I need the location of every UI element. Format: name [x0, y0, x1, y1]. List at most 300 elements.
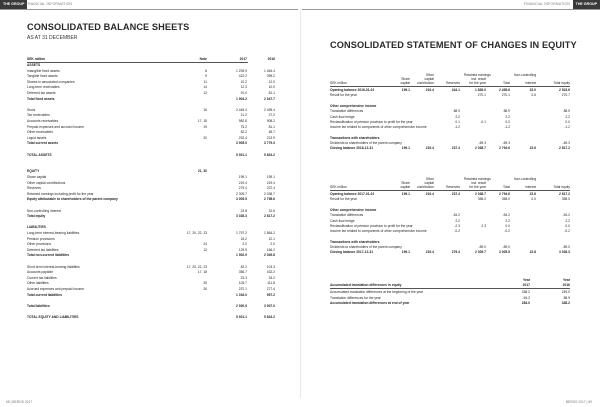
row-value-2016: 27.2: [268, 113, 275, 118]
changes-row: [330, 208, 580, 212]
row-value-2016: 277.4: [266, 287, 275, 291]
balance-row: [27, 102, 277, 106]
row-value: -54.2: [452, 213, 460, 218]
balance-row: [27, 181, 277, 185]
changes-row: [330, 192, 580, 196]
changes-row: [330, 130, 580, 134]
row-value-2016: 48.7: [268, 130, 275, 135]
balance-row: [27, 113, 277, 117]
row-value: 2 309.7: [475, 250, 486, 255]
row-value-2017: 52.2: [240, 130, 247, 135]
row-value: 358.0: [561, 197, 570, 202]
row-value-2017: 1 902.9: [236, 253, 247, 258]
row-value: 3 005.5: [499, 250, 510, 255]
row-label: Closing balance 2017-12-31: [330, 250, 374, 255]
row-value: -2.3: [454, 223, 460, 228]
row-label: Non-controlling interest: [27, 208, 61, 213]
changes-row: [330, 141, 580, 145]
row-label: Reclassification of pension provision to profit for the year: [330, 119, 413, 124]
changes-row: [330, 203, 580, 207]
right-page: [300, 0, 600, 407]
col-note: Note: [199, 57, 207, 61]
row-label: Accounts receivables: [27, 119, 59, 123]
row-value: 2.3: [481, 223, 486, 228]
row-value-2016: 103.3: [266, 264, 275, 269]
row-value-2016: 237.4: [266, 186, 275, 191]
row-label: Transactions with shareholders: [330, 239, 380, 244]
row-note: 14: [203, 85, 207, 90]
balance-row: [27, 214, 277, 218]
row-label: Cash flow hedge: [330, 114, 355, 119]
row-note: 17, 20, 22, 23: [186, 231, 207, 235]
row-label: Result for the year: [330, 197, 357, 202]
changes-col-header: for the year: [469, 81, 486, 85]
row-value: 279.4: [451, 250, 460, 255]
row-value: 0.0: [565, 119, 570, 124]
row-value-2017: 2 445.4: [236, 107, 247, 112]
balance-row: [27, 130, 277, 134]
row-value-2016: 2 038.7: [264, 191, 275, 196]
row-value: -1.2: [564, 125, 570, 130]
row-label: Other liabilities: [27, 281, 49, 286]
row-value: 2 817.2: [559, 146, 570, 151]
row-value-2017: 1 904.2: [236, 96, 247, 101]
row-value-2017: 279.4: [238, 186, 247, 191]
row-label: Accounts payable: [27, 270, 54, 275]
row-value: 2 038.7: [475, 192, 486, 196]
balance-row: [27, 281, 277, 285]
balance-row: [27, 147, 277, 151]
balance-row: [27, 248, 277, 252]
row-value: 2.2: [505, 114, 510, 119]
row-value: -0.1: [480, 119, 486, 124]
balance-row: [27, 225, 277, 229]
balance-row: [27, 85, 277, 89]
row-value-2017: 10.2: [240, 79, 247, 84]
row-value: -1.2: [454, 125, 460, 130]
row-value-2016: 2 047.7: [264, 96, 275, 101]
changes-row: [330, 136, 580, 140]
row-value-2017: 91.0: [240, 91, 247, 95]
accumulated-row: [330, 296, 580, 300]
row-note: 9: [205, 74, 207, 79]
changes-row: [330, 219, 580, 223]
row-label: EQUITY: [27, 169, 40, 174]
row-value-2016: 338.2: [561, 301, 570, 306]
row-value-2016: 213.9: [266, 135, 275, 140]
row-value-2016: 1 464.4: [264, 68, 275, 73]
row-value-2016: 166.2: [266, 247, 275, 252]
row-label: Total fixed assets: [27, 96, 55, 101]
row-value-2016: 908.2: [266, 119, 275, 123]
row-value: 22.8: [529, 250, 536, 255]
row-value-2017: 12.3: [240, 85, 247, 90]
row-value: -69.3: [502, 141, 510, 145]
balance-row: [27, 298, 277, 302]
row-label: Income tax related to components of other comprehensive income: [330, 229, 427, 234]
row-value-2016: 81.1: [268, 124, 275, 129]
row-value-2017: 338.2: [521, 290, 530, 294]
row-value-2017: 284.0: [521, 301, 530, 306]
row-value: 2 038.7: [475, 146, 486, 151]
row-value: 199.1: [401, 146, 410, 151]
row-value-2017: -54.2: [522, 295, 530, 300]
balance-row: [27, 192, 277, 196]
row-label: ASSETS: [27, 63, 41, 67]
balance-row: [27, 259, 277, 263]
col-2017: 2017: [239, 57, 247, 61]
changes-row: [330, 213, 580, 217]
acc-year-label-2: Year: [563, 278, 570, 282]
row-value-2017: 982.8: [238, 119, 247, 123]
row-label: Total liabilities: [27, 303, 50, 308]
balance-row: [27, 108, 277, 112]
balance-row: [27, 287, 277, 291]
row-value-2017: 21.2: [240, 113, 247, 118]
row-value-2017: 23.3: [240, 275, 247, 280]
row-value: 0.0: [505, 223, 510, 228]
changes-col-header: Total equity: [553, 185, 570, 189]
row-value: 0.0: [531, 197, 536, 202]
row-note: 24: [203, 242, 207, 247]
row-value: 358.0: [477, 197, 486, 202]
changes-col-header: Reserves: [446, 81, 460, 85]
row-value-2016: 111.8: [267, 281, 275, 286]
changes-col-header: Other: [425, 177, 434, 181]
changes-col-header: Other: [425, 73, 434, 77]
changes-row: [330, 250, 580, 254]
row-value: 237.4: [451, 192, 460, 196]
row-note: 17, 18: [197, 270, 207, 275]
row-value-2017: 5 921.1: [236, 152, 247, 157]
row-value: 22.6: [529, 192, 536, 196]
changes-row: [330, 93, 580, 97]
row-value: -89.0: [562, 245, 570, 249]
balance-row: [27, 69, 277, 73]
balance-row: [27, 253, 277, 257]
row-label: Tax receivables: [27, 113, 50, 118]
changes-row: [330, 88, 580, 92]
section-label-left: FINANCIAL INFORMATION: [26, 2, 73, 6]
row-value-2016: 3 779.3: [264, 141, 275, 146]
row-label: Cash flow hedge: [330, 218, 355, 223]
balance-row: [27, 197, 277, 201]
row-value: -89.0: [478, 245, 486, 249]
row-value: 3 028.3: [559, 250, 570, 255]
balance-row: [27, 141, 277, 145]
row-value-2017: 3 028.3: [236, 214, 247, 219]
changes-row: [330, 197, 580, 201]
changes-col-header: Total: [503, 81, 510, 85]
row-value-2016: 12.0: [268, 79, 275, 84]
changes-row: [330, 146, 580, 150]
row-label: Translation differences for the year: [330, 295, 381, 300]
row-label: Pension provisions: [27, 236, 55, 241]
row-value: 219.4: [425, 88, 434, 92]
row-value: 199.1: [401, 250, 410, 255]
section-tag-left: THE GROUP: [0, 0, 27, 9]
row-label: Other provisions: [27, 242, 52, 247]
changes-row: [330, 229, 580, 233]
row-label: Total non-current liabilities: [27, 253, 70, 258]
row-value: 219.4: [425, 192, 434, 196]
row-value-2016: 2 798.6: [264, 197, 275, 202]
accumulated-row: [330, 301, 580, 305]
balance-row: [27, 175, 277, 179]
row-label: Closing balance 2016-12-31: [330, 146, 374, 151]
row-value: 88.9: [563, 109, 570, 114]
row-value-2017: 75.2: [240, 124, 247, 129]
row-value-2016: 432.2: [266, 270, 275, 275]
row-value: 2.2: [455, 218, 460, 223]
row-label: Long-term receivables: [27, 85, 60, 90]
balance-row: [27, 186, 277, 190]
row-value-2017: 3 005.5: [236, 197, 247, 202]
changes-row: [330, 104, 580, 108]
changes-row: [330, 115, 580, 119]
changes-row: [330, 99, 580, 103]
changes-row: [330, 125, 580, 129]
changes-col-header: capital: [424, 77, 434, 81]
row-note: 11: [203, 79, 207, 84]
changes-row: [330, 224, 580, 228]
row-value: 0.6: [531, 93, 536, 98]
changes-header-rule-1: [330, 86, 570, 87]
balance-row: [27, 164, 277, 168]
changes-col-header: Retained earnings: [464, 177, 491, 181]
changes-title: CONSOLIDATED STATEMENT OF CHANGES IN EQUITY: [330, 40, 577, 50]
accumulated-row: [330, 290, 580, 294]
row-label: Accumulated translation differences at end of year: [330, 301, 410, 306]
balance-row: [27, 63, 277, 67]
changes-col-header: Total equity: [553, 81, 570, 85]
row-label: Transactions with shareholders: [330, 135, 380, 140]
changes-col-header: contribution: [416, 185, 434, 189]
row-label: Liquid assets: [27, 135, 47, 140]
balance-row: [27, 74, 277, 78]
balance-row: [27, 293, 277, 297]
changes-col-header: interest: [525, 185, 536, 189]
row-value-2017: 2.0: [242, 242, 247, 247]
row-value-2017: 103.7: [238, 281, 247, 286]
row-label: Opening balance 2016-01-01: [330, 88, 375, 92]
row-value: 358.0: [501, 197, 510, 202]
acc-year-label: Year: [523, 278, 530, 282]
row-value-2016: 199.1: [266, 175, 275, 179]
row-value: -54.2: [502, 213, 510, 218]
row-label: Shares in associated companies: [27, 79, 75, 84]
changes-row: [330, 245, 580, 249]
row-note: 12: [203, 247, 207, 252]
row-value: 237.4: [451, 146, 460, 151]
row-value-2017: 5 921.1: [236, 315, 247, 319]
row-label: Total current liabilities: [27, 292, 62, 297]
row-value: 22.0: [529, 88, 536, 92]
row-value-2017: 237.1: [238, 287, 247, 291]
acc-col-2017: 2017: [522, 282, 530, 287]
changes-col-header: contribution: [416, 81, 434, 85]
col-label: SEK million: [27, 57, 46, 61]
row-value-2016: 22.6: [268, 208, 275, 213]
row-value: 199.1: [401, 192, 410, 196]
row-label: Stock: [27, 107, 36, 112]
row-value-2017: 3 905.0: [236, 141, 247, 146]
row-label: Result for the year: [330, 93, 357, 98]
row-label: TOTAL EQUITY AND LIABILITIES: [27, 315, 79, 319]
row-value-2016: 219.4: [266, 180, 275, 185]
row-value-2017: 2 309.7: [236, 191, 247, 196]
row-value-2017: 22.8: [240, 208, 247, 213]
changes-row: [330, 240, 580, 244]
row-value-2017: 129.9: [238, 247, 247, 252]
row-value-2016: 249.0: [561, 290, 570, 294]
row-label: Income tax related to components of other comprehensive income: [330, 125, 427, 130]
row-note: 25: [203, 281, 207, 286]
row-value: 2 817.2: [559, 192, 570, 196]
row-label: Other capital contributions: [27, 180, 66, 185]
row-value-2017: 199.1: [238, 175, 247, 179]
row-value: 219.4: [425, 250, 434, 255]
balance-row: [27, 136, 277, 140]
row-value-2017: 232.4: [238, 135, 247, 140]
changes-row: [330, 120, 580, 124]
row-value-2016: 5 824.2: [264, 315, 275, 319]
changes-row: [330, 234, 580, 238]
row-value-2017: 2 920.9: [236, 303, 247, 308]
row-value: 244.1: [451, 88, 460, 92]
changes-header-rule-2: [330, 190, 570, 191]
row-label: Share capital: [27, 175, 47, 179]
row-value: 219.4: [425, 146, 434, 151]
changes-col-header: capital: [424, 181, 434, 185]
row-value-2016: 81.1: [268, 91, 275, 95]
row-label: Short-term interest-bearing liabilities: [27, 264, 80, 269]
row-label: Equity attributable to shareholders of the parent company: [27, 197, 118, 202]
col-2016: 2016: [267, 57, 275, 61]
row-value: -89.0: [502, 245, 510, 249]
row-note: 12: [203, 91, 207, 95]
row-label: Reclassification of pension provision to profit for the year: [330, 223, 413, 228]
row-value-2016: 2 495.4: [264, 107, 275, 112]
row-value-2016: 10.0: [268, 85, 275, 90]
row-label: Accrued expenses and prepaid income: [27, 287, 84, 291]
section-tag-right: THE GROUP: [573, 0, 600, 9]
row-value: 2 523.6: [559, 88, 570, 92]
row-value-2016: 2 817.2: [264, 214, 275, 219]
balance-row: [27, 169, 277, 173]
balance-row: [27, 125, 277, 129]
row-value: -0.2: [504, 229, 510, 234]
row-label: Long-term interest-bearing liabilities: [27, 231, 80, 235]
row-label: Total equity: [27, 214, 46, 219]
changes-col-header: Total: [503, 185, 510, 189]
row-label: LIABILITIES: [27, 225, 46, 230]
balance-row: [27, 270, 277, 274]
row-value-2017: 1 757.2: [236, 231, 247, 235]
row-value-2017: 1 293.9: [236, 68, 247, 73]
row-note: 17, 18: [197, 119, 207, 123]
balance-row: [27, 91, 277, 95]
row-value-2016: 5 824.2: [264, 152, 275, 157]
balance-row: [27, 220, 277, 224]
changes-col-label: SEK million: [330, 81, 347, 85]
changes-col-label: SEK million: [330, 185, 347, 189]
row-value-2017: 15.2: [240, 236, 247, 241]
row-label: Total current assets: [27, 141, 59, 146]
row-value: 0.0: [505, 119, 510, 124]
balance-row: [27, 231, 277, 235]
row-value: 2 495.6: [499, 88, 510, 92]
row-value: 2 794.6: [499, 146, 510, 151]
row-label: Tangible fixed assets: [27, 74, 58, 79]
changes-col-header: Non-controlling: [514, 177, 537, 181]
row-note: 8: [205, 68, 207, 73]
changes-row: [330, 109, 580, 113]
row-value-2017: 422.2: [238, 74, 247, 79]
changes-col-header: Share: [401, 181, 410, 185]
balance-row: [27, 153, 277, 157]
row-label: Other comprehensive income: [330, 207, 377, 212]
row-value-2017: 356.7: [238, 270, 247, 275]
row-note: 26: [203, 287, 207, 291]
changes-col-header: interest: [525, 81, 536, 85]
balance-row: [27, 237, 277, 241]
row-label: Reserves: [27, 186, 41, 191]
row-value: -69.3: [562, 141, 570, 145]
row-label: Deferred tax assets: [27, 91, 56, 95]
row-value-2016: 2.0: [270, 242, 275, 247]
balance-subtitle: AS AT 31 DECEMBER: [27, 35, 78, 41]
balance-header-rule: [27, 62, 248, 63]
row-value: 22.6: [529, 146, 536, 151]
acc-title: Accumulated translation differences in equity: [330, 282, 402, 287]
balance-row: [27, 304, 277, 308]
footer-right: BERGS 2017 | 69: [565, 400, 592, 404]
row-value: -1.2: [504, 125, 510, 130]
row-value: 2.2: [505, 218, 510, 223]
row-value-2016: 957.2: [266, 292, 275, 297]
row-value-2016: 399.2: [266, 74, 275, 79]
changes-col-header: capital: [400, 81, 410, 85]
row-label: Other comprehensive income: [330, 103, 377, 108]
row-note: 19: [203, 124, 207, 129]
row-value: -0.2: [454, 229, 460, 234]
changes-col-header: incl. result: [471, 181, 486, 185]
row-label: Current tax liabilities: [27, 275, 57, 280]
changes-col-header: capital: [400, 185, 410, 189]
balance-row: [27, 242, 277, 246]
row-value: 270.1: [477, 93, 486, 98]
changes-col-header: Non-controlling: [514, 73, 537, 77]
row-label: Deferred tax liabilities: [27, 247, 59, 252]
balance-row: [27, 97, 277, 101]
changes-col-header: Retained earnings: [464, 73, 491, 77]
row-value: -69.3: [478, 141, 486, 145]
row-label: Intangible fixed assets: [27, 68, 60, 73]
row-note: 21, 30: [197, 169, 207, 174]
row-value-2017: 219.4: [238, 180, 247, 185]
balance-row: [27, 80, 277, 84]
changes-col-header: Reserves: [446, 185, 460, 189]
acc-col-2016: 2016: [562, 282, 570, 287]
row-value-2016: 2 049.8: [264, 253, 275, 258]
balance-row: [27, 158, 277, 162]
row-value-2016: 3 007.0: [264, 303, 275, 308]
balance-row: [27, 203, 277, 207]
row-value: 88.9: [453, 109, 460, 114]
row-value-2017: 82.2: [240, 264, 247, 269]
row-value: 270.7: [561, 93, 570, 98]
